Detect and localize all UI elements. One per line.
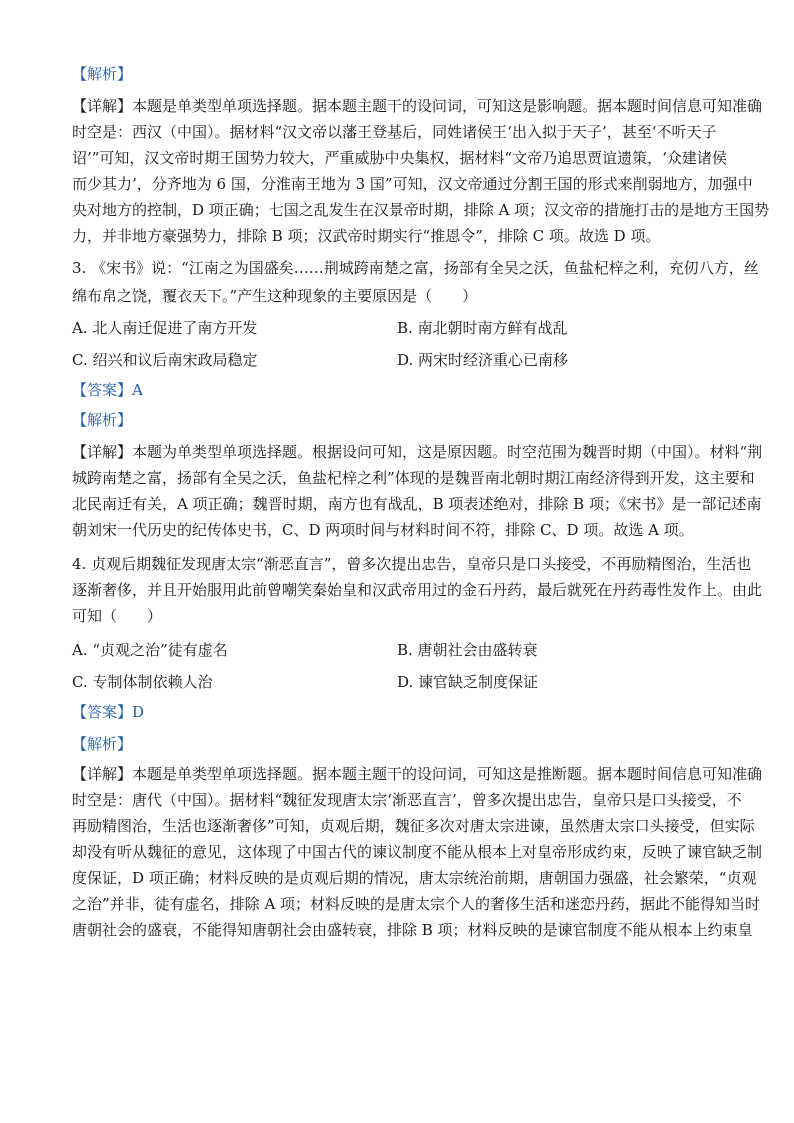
q3-option-d: D. 两宋时经济重心已南移: [397, 351, 569, 369]
q2-detail-line: 诏’”可知，汉文帝时期王国势力较大，严重威胁中央集权，据材料“文帝乃追思贾谊遗策，‘众建诸侯: [72, 149, 727, 167]
q3-stem-line: 绵布帛之饶，覆衣天下。”产生这种现象的主要原因是（ ）: [72, 287, 478, 305]
q3-stem-line: 3. 《宋书》说：“江南之为国盛矣……荆城跨南楚之富，扬部有全吴之沃，鱼盐杞梓之利，充仞八方，丝: [72, 259, 759, 277]
q3-option-c: C. 绍兴和议后南宋政局稳定: [72, 351, 258, 369]
q4-detail-line: 之治”并非，徒有虚名，排除 A 项；材料反映的是唐太宗个人的奢侈生活和迷恋丹药，据此不能得知当时: [72, 895, 761, 913]
q2-detail-line: 时空是：西汉（中国）。据材料“汉文帝以藩王登基后，同姓诸侯王‘出入拟于天子’，甚至‘不听天子: [72, 123, 717, 141]
q4-analysis-label: 【解析】: [72, 735, 133, 753]
q2-detail-line: 【详解】本题是单类型单项选择题。据本题主题干的设问词，可知这是影响题。据本题时间信息可知准确: [72, 97, 763, 115]
q2-analysis-label: 【解析】: [72, 65, 133, 83]
q4-option-a: A. “贞观之治”徒有虚名: [72, 641, 228, 659]
q3-option-a: A. 北人南迁促进了南方开发: [72, 319, 258, 337]
q4-detail-line: 度保证，D 项正确；材料反映的是贞观后期的情况，唐太宗统治前期，唐朝国力强盛，社会繁荣，“贞观: [72, 869, 757, 887]
q4-detail-line: 唐朝社会的盛衰，不能得知唐朝社会由盛转衰，排除 B 项；材料反映的是谏官制度不能从根本上约束皇: [72, 921, 753, 939]
q4-stem-line: 可知（ ）: [72, 607, 163, 625]
q3-detail-line: 【详解】本题为单类型单项选择题。根据设问可知，这是原因题。时空范围为魏晋时期（中国）。材料“荆: [72, 443, 763, 461]
q3-detail-line: 朝刘宋一代历史的纪传体史书，C、D 两项时间与材料时间不符，排除 C、D 项。故选 A 项。: [72, 521, 694, 539]
q4-option-b: B. 唐朝社会由盛转衰: [397, 641, 538, 659]
q4-option-d: D. 谏官缺乏制度保证: [397, 673, 539, 691]
q3-detail-line: 城跨南楚之富，扬部有全吴之沃，鱼盐杞梓之利”体现的是魏晋南北朝时期江南经济得到开发，这主要和: [72, 469, 755, 487]
q4-detail-line: 却没有听从魏征的意见，这体现了中国古代的谏议制度不能从根本上对皇帝形成约束，反映了谏官缺乏制: [72, 843, 763, 861]
q2-detail-line: 央对地方的控制，D 项正确；七国之乱发生在汉景帝时期，排除 A 项；汉文帝的措施打击的是地方王国势: [72, 201, 770, 219]
q2-detail-line: 而少其力’，分齐地为 6 国，分淮南王地为 3 国”可知，汉文帝通过分割王国的形式来削弱地方，加强中: [72, 175, 753, 193]
q3-detail-line: 北民南迁有关，A 项正确；魏晋时期，南方也有战乱，B 项表述绝对，排除 B 项；《宋书》是一部记述南: [72, 495, 762, 513]
q3-analysis-label: 【解析】: [72, 411, 133, 429]
q4-stem-line: 4. 贞观后期魏征发现唐太宗“渐恶直言”，曾多次提出忠告，皇帝只是口头接受，不再励精图治，生活也: [72, 555, 752, 573]
q4-detail-line: 【详解】本题是单类型单项选择题。据本题主题干的设问词，可知这是推断题。据本题时间信息可知准确: [72, 765, 763, 783]
q4-option-c: C. 专制体制依赖人治: [72, 673, 213, 691]
q3-option-b: B. 南北朝时南方鲜有战乱: [397, 319, 568, 337]
q4-detail-line: 再励精图治，生活也逐渐奢侈”可知，贞观后期，魏征多次对唐太宗进谏，虽然唐太宗口头接受，但实际: [72, 817, 755, 835]
q4-answer: 【答案】D: [72, 703, 145, 721]
q2-detail-line: 力，并非地方豪强势力，排除 B 项；汉武帝时期实行“推恩令”，排除 C 项。故选 D 项。: [72, 227, 661, 245]
q4-detail-line: 时空是：唐代（中国）。据材料“魏征发现唐太宗‘渐恶直言’，曾多次提出忠告，皇帝只是口头接受，不: [72, 791, 742, 809]
q3-answer: 【答案】A: [72, 381, 143, 399]
q4-stem-line: 逐渐奢侈，并且开始服用此前曾嘲笑秦始皇和汉武帝用过的金石丹药，最后就死在丹药毒性发作上。由此: [72, 581, 763, 599]
